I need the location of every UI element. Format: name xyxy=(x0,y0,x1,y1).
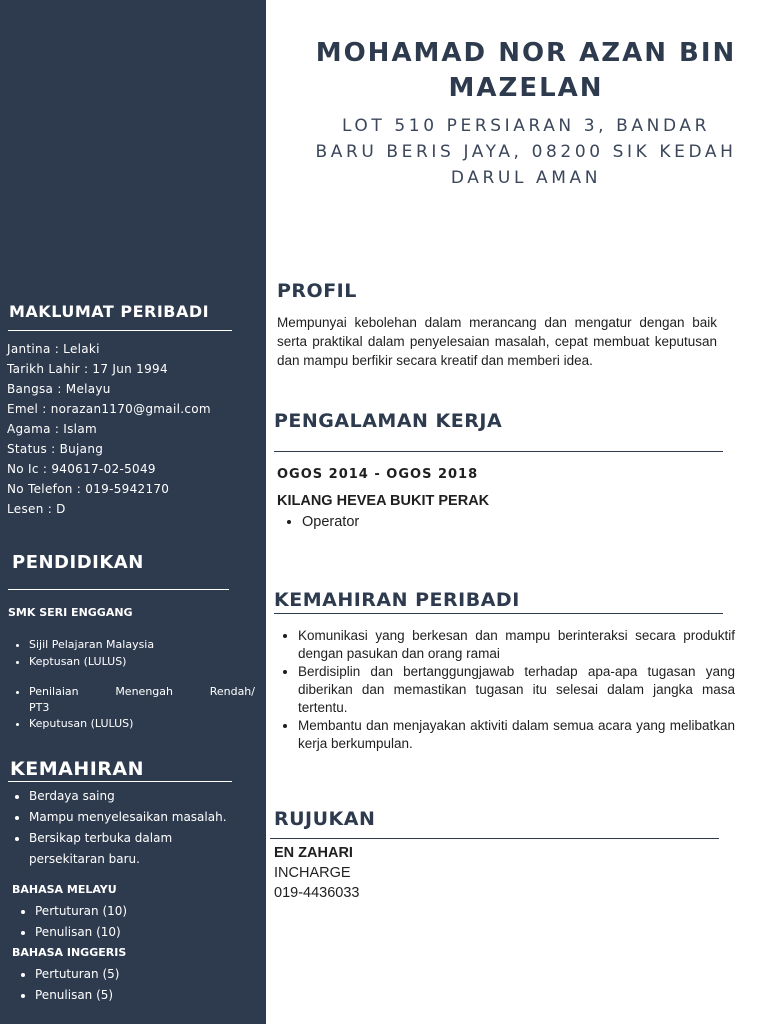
main-content xyxy=(266,0,768,1024)
profile-text: Mempunyai kebolehan dalam merancang dan mengatur dengan baik serta praktikal dalam penyelesaian masalah, cepat membuat keputusan dan mampu berfikir secara kreatif dan memberi idea. xyxy=(277,315,717,368)
reference-entry xyxy=(274,843,359,903)
skills-list xyxy=(9,786,279,870)
experience-heading: PENGALAMAN KERJA xyxy=(274,410,503,432)
list-item: • Keptusan (LULUS) xyxy=(29,653,265,670)
list-item: • Penulisan (10) xyxy=(35,922,127,943)
experience-period: OGOS 2014 - OGOS 2018 xyxy=(277,467,479,482)
personal-skills-list xyxy=(278,627,735,753)
list-item: • Berdaya saing xyxy=(29,786,279,807)
list-item xyxy=(29,684,255,716)
list-item-line: • Bersikap terbuka dalam xyxy=(29,831,173,845)
sidebar xyxy=(0,0,266,1024)
address-line: BARU BERIS JAYA, 08200 SIK KEDAH xyxy=(315,142,737,162)
personal-religion: Agama : Islam xyxy=(7,422,97,436)
language-english-list xyxy=(15,964,119,1006)
candidate-name-line: MOHAMAD NOR AZAN BIN xyxy=(315,38,737,68)
reference-position: INCHARGE xyxy=(274,865,351,881)
personal-gender: Jantina : Lelaki xyxy=(7,342,100,356)
references-divider xyxy=(270,838,719,839)
list-item: • Operator xyxy=(302,512,359,532)
reference-phone: 019-4436033 xyxy=(274,885,360,901)
list-item: • Mampu menyelesaikan masalah. xyxy=(29,807,279,828)
skills-divider xyxy=(8,781,232,782)
personal-status: Status : Bujang xyxy=(7,442,104,456)
personal-birthdate: Tarikh Lahir : 17 Jun 1994 xyxy=(7,362,168,376)
personal-ic: No Ic : 940617-02-5049 xyxy=(7,462,156,476)
profile-heading: PROFIL xyxy=(277,280,357,302)
personal-skills-heading: KEMAHIRAN PERIBADI xyxy=(274,589,520,611)
education-list-2 xyxy=(9,684,255,732)
address-line: DARUL AMAN xyxy=(450,168,602,188)
list-item-line: PT3 xyxy=(29,701,50,714)
list-item: • Komunikasi yang berkesan dan mampu berinteraksi secara produktif dengan pasukan dan orang ramai xyxy=(298,627,735,663)
personal-info-heading: MAKLUMAT PERIBADI xyxy=(9,302,210,321)
education-list-1 xyxy=(9,636,265,670)
references-heading: RUJUKAN xyxy=(274,808,376,830)
personal-email: Emel : norazan1170@gmail.com xyxy=(7,402,211,416)
address-line: LOT 510 PERSIARAN 3, BANDAR xyxy=(341,116,711,136)
list-item: • Membantu dan menjayakan aktiviti dalam semua acara yang melibatkan kerja berkumpulan. xyxy=(298,717,735,753)
education-heading: PENDIDIKAN xyxy=(12,552,144,573)
list-item: • Pertuturan (10) xyxy=(35,901,127,922)
personal-info-divider xyxy=(8,330,232,331)
experience-divider xyxy=(274,451,723,452)
list-item-line: persekitaran baru. xyxy=(29,852,140,866)
list-item: • Berdisiplin dan bertanggungjawab terhadap apa-apa tugasan yang diberikan dan memastikan tugasan itu selesai dalam jangka masa tertentu. xyxy=(298,663,735,717)
candidate-name xyxy=(296,36,756,106)
list-item: • Sijil Pelajaran Malaysia xyxy=(29,636,265,653)
language-malay-heading: BAHASA MELAYU xyxy=(12,883,117,896)
reference-name: EN ZAHARI xyxy=(274,845,353,861)
personal-skills-divider xyxy=(274,613,723,614)
list-item: • Keputusan (LULUS) xyxy=(29,716,255,732)
education-school: SMK SERI ENGGANG xyxy=(8,606,133,619)
list-item xyxy=(29,828,279,870)
list-item: • Penulisan (5) xyxy=(35,985,119,1006)
experience-roles xyxy=(282,512,359,532)
personal-license: Lesen : D xyxy=(7,502,66,516)
personal-info-list xyxy=(7,339,211,519)
experience-company: KILANG HEVEA BUKIT PERAK xyxy=(277,493,490,509)
list-item-line: • Penilaian Menengah Rendah/ xyxy=(29,685,255,698)
personal-phone: No Telefon : 019-5942170 xyxy=(7,482,170,496)
list-item: • Pertuturan (5) xyxy=(35,964,119,985)
candidate-name-line: MAZELAN xyxy=(448,73,604,103)
language-english-heading: BAHASA INGGERIS xyxy=(12,946,127,959)
personal-race: Bangsa : Melayu xyxy=(7,382,111,396)
address xyxy=(286,113,766,191)
language-malay-list xyxy=(15,901,127,943)
skills-heading: KEMAHIRAN xyxy=(10,758,145,780)
education-divider xyxy=(8,589,229,590)
